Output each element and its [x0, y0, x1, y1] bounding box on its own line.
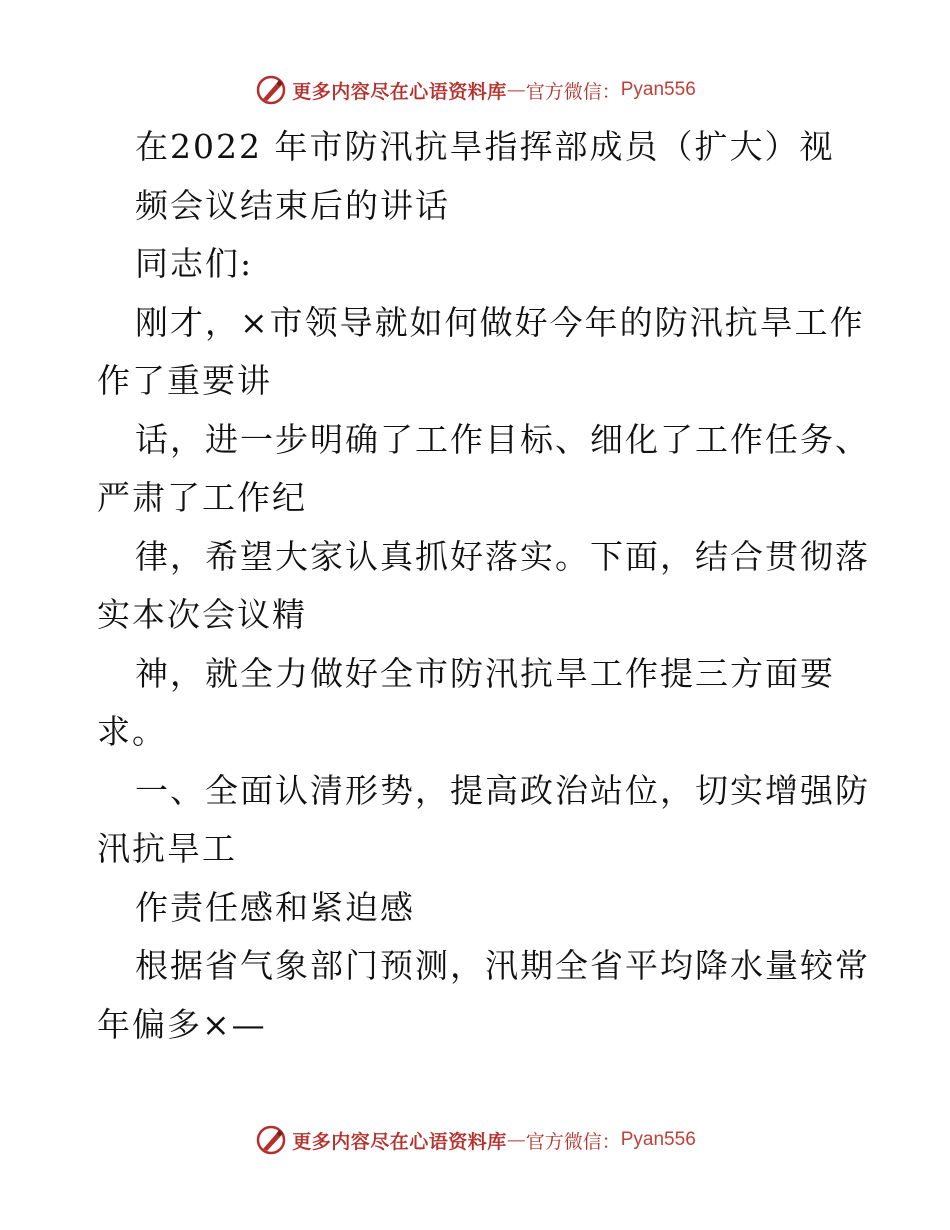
text-line: 刚才，×市领导就如何做好今年的防汛抗旱工作	[135, 302, 865, 342]
watermark-separator: —	[506, 1129, 526, 1151]
text-line: 求。	[97, 712, 167, 751]
watermark-header	[0, 70, 950, 110]
watermark-separator: —	[506, 79, 526, 101]
watermark-label: 官方微信：	[525, 1130, 621, 1153]
text-line: 实本次会议精	[97, 595, 307, 634]
text-line: 年偏多×—	[97, 1004, 267, 1044]
text-line: 话，进一步明确了工作目标、细化了工作任务、	[135, 419, 870, 459]
watermark-footer	[0, 1120, 950, 1160]
pen-logo-icon	[254, 73, 288, 107]
watermark-text: 更多内容尽在心语资料库	[292, 1130, 507, 1153]
watermark-label: 官方微信：	[525, 80, 621, 103]
text-line: 作了重要讲	[97, 361, 272, 400]
text-line: 频会议结束后的讲话	[135, 185, 450, 225]
text-line: 律，希望大家认真抓好落实。下面，结合贯彻落	[135, 536, 870, 576]
text-line: 根据省气象部门预测，汛期全省平均降水量较常	[135, 946, 870, 985]
watermark-id: Pyan556	[620, 1129, 696, 1150]
text-line: 汛抗旱工	[97, 829, 237, 868]
pen-logo-icon	[254, 1123, 288, 1157]
watermark-id: Pyan556	[620, 79, 696, 100]
text-line: 神，就全力做好全市防汛抗旱工作提三方面要	[135, 653, 835, 693]
text-line: 作责任感和紧迫感	[135, 887, 415, 927]
watermark-text: 更多内容尽在心语资料库	[292, 80, 507, 103]
text-line: 一、全面认清形势，提高政治站位，切实增强防	[135, 770, 870, 810]
text-line: 同志们:	[135, 244, 254, 283]
text-line: 严肃了工作纪	[97, 478, 307, 517]
document-body	[97, 118, 870, 1054]
text-line: 在2022 年市防汛抗旱指挥部成员（扩大）视	[135, 127, 835, 166]
